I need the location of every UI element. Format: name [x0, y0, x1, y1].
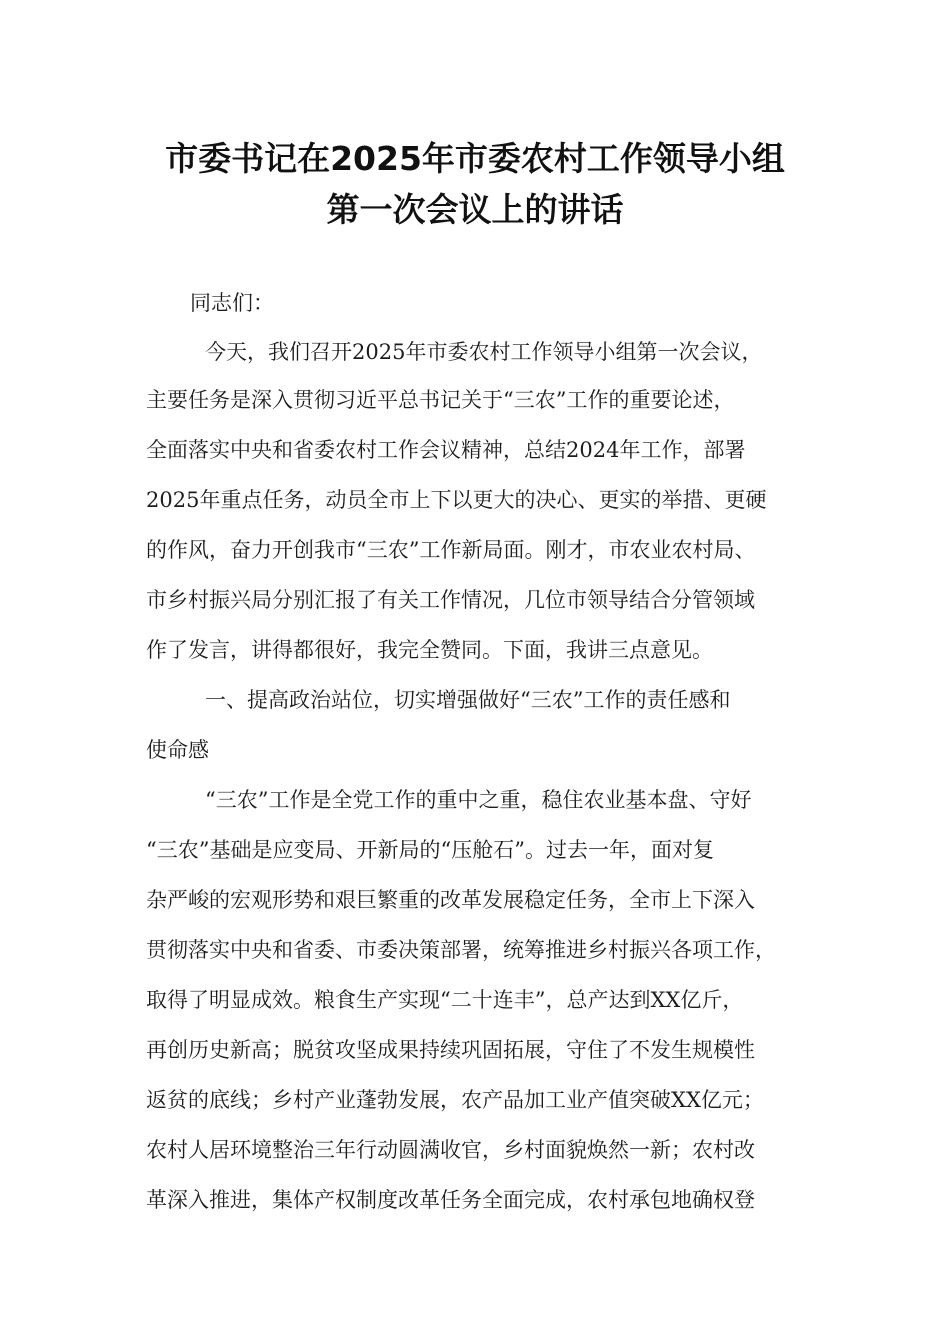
body-line-13: 再创历史新高；脱贫攻坚成果持续巩固拓展，守住了不发生规模性: [146, 1038, 755, 1062]
body-line-3: 全面落实中央和省委农村工作会议精神，总结2024年工作，部署: [146, 438, 746, 462]
body-line-5: 的作风，奋力开创我市“三农”工作新局面。刚才，市农业农村局、: [146, 538, 756, 562]
body-line-4: 2025年重点任务，动员全市上下以更大的决心、更实的举措、更硬: [146, 488, 767, 512]
title-line-2: 第一次会议上的讲话: [326, 190, 624, 229]
body-line-12: 取得了明显成效。粮食生产实现“二十连丰”，总产达到XX亿斤，: [146, 988, 744, 1012]
body-line-7: 作了发言，讲得都很好，我完全赞同。下面，我讲三点意见。: [146, 638, 713, 662]
body-line-6: 市乡村振兴局分别汇报了有关工作情况，几位市领导结合分管领域: [146, 588, 755, 612]
body-line-10: 杂严峻的宏观形势和艰巨繁重的改革发展稳定任务，全市上下深入: [146, 888, 755, 912]
section-heading-1-line-1: 一、提高政治站位，切实增强做好“三农”工作的责任感和: [205, 688, 731, 712]
body-line-15: 农村人居环境整治三年行动圆满收官，乡村面貌焕然一新；农村改: [146, 1138, 755, 1162]
body-line-9: “三农”基础是应变局、开新局的“压舱石”。过去一年，面对复: [146, 838, 714, 862]
title-line-1: 市委书记在2025年市委农村工作领导小组: [165, 139, 785, 178]
body-line-16: 革深入推进，集体产权制度改革任务全面完成，农村承包地确权登: [146, 1188, 755, 1212]
body-line-14: 返贫的底线；乡村产业蓬勃发展，农产品加工业产值突破XX亿元；: [146, 1088, 764, 1112]
body-line-8: “三农”工作是全党工作的重中之重，稳住农业基本盘、守好: [205, 788, 752, 812]
section-heading-1-line-2: 使命感: [146, 738, 209, 762]
body-line-1: 今天，我们召开2025年市委农村工作领导小组第一次会议，: [205, 340, 763, 364]
body-line-11: 贯彻落实中央和省委、市委决策部署，统筹推进乡村振兴各项工作，: [146, 938, 776, 962]
salutation: 同志们：: [190, 291, 274, 315]
body-line-2: 主要任务是深入贯彻习近平总书记关于“三农”工作的重要论述，: [146, 388, 735, 412]
